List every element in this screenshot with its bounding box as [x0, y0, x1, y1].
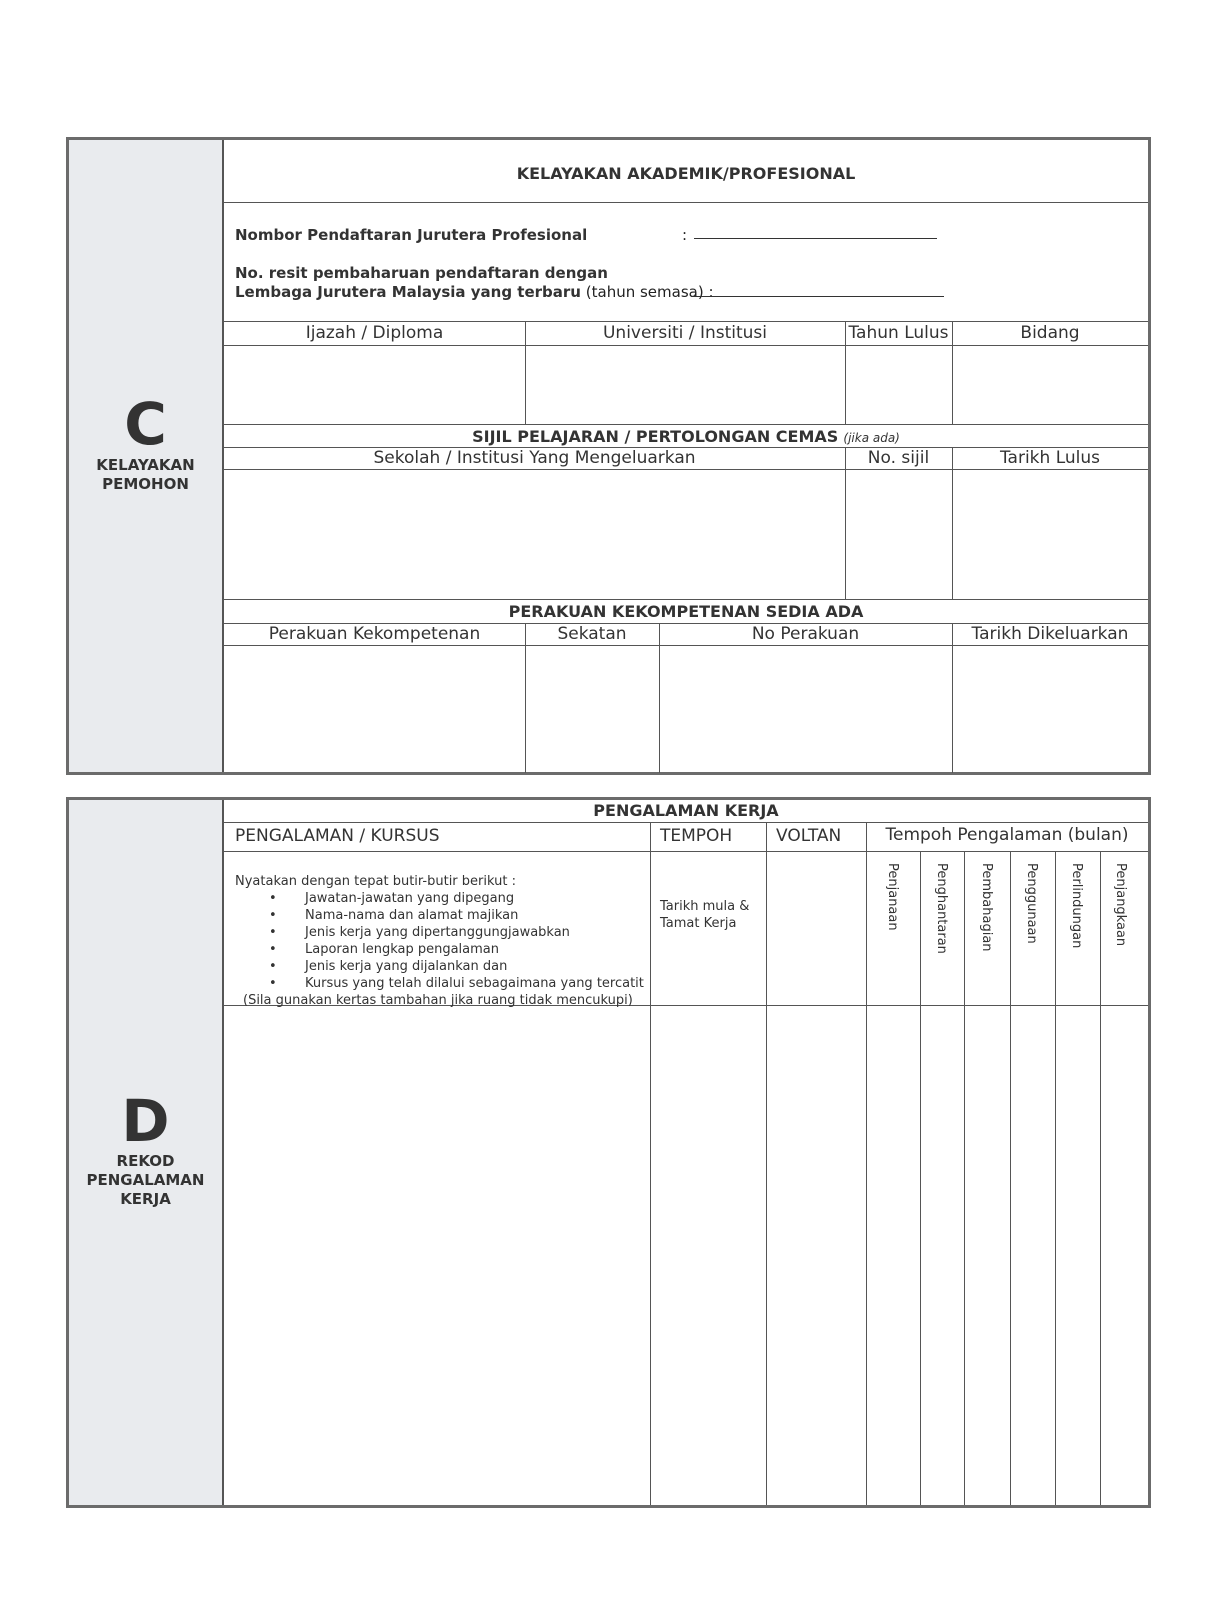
section-d-caption — [69, 1152, 222, 1209]
section-d — [66, 797, 1151, 1508]
period-note — [660, 898, 749, 932]
section-d-letter: D — [121, 1087, 170, 1155]
list-item: • Laporan lengkap pengalaman — [305, 941, 645, 958]
reg-no-input[interactable] — [694, 224, 937, 239]
list-item: • Jawatan-jawatan yang dipegang — [305, 890, 645, 907]
month-column-label: Penghantaran — [934, 863, 949, 954]
receipt-label-line1: No. resit pembaharuan pendaftaran dengan — [235, 264, 608, 282]
list-item: • Nama-nama dan alamat majikan — [305, 907, 645, 924]
divider — [224, 345, 1148, 346]
receipt-label-normal: (tahun semasa) : — [585, 283, 714, 301]
section-d-title: PENGALAMAN KERJA — [593, 801, 779, 820]
divider — [224, 645, 1148, 646]
divider — [224, 321, 1148, 322]
col-divider — [964, 851, 965, 1505]
section-c-caption-line: KELAYAKAN — [96, 456, 195, 474]
list-item: • Kursus yang telah dilalui sebagaimana yang tercatit — [305, 975, 645, 992]
competency-header: No Perakuan — [751, 624, 860, 644]
section-c-content — [224, 140, 1148, 772]
section-c-caption-line: PEMOHON — [102, 475, 189, 493]
certificate-title — [224, 427, 1148, 446]
section-d-caption-line: KERJA — [120, 1190, 171, 1208]
competency-title: PERAKUAN KEKOMPETENAN SEDIA ADA — [508, 602, 864, 621]
receipt-label-line2 — [235, 283, 714, 301]
divider — [224, 599, 1148, 600]
instructions-list — [235, 890, 645, 992]
col-divider — [866, 822, 867, 1505]
section-c-letter: C — [124, 390, 167, 458]
academic-header: Bidang — [1020, 323, 1080, 343]
period-header: TEMPOH — [660, 826, 733, 846]
instructions-intro: Nyatakan dengan tepat butir-butir berikut : — [235, 874, 516, 889]
col-divider — [659, 623, 660, 773]
academic-header: Tahun Lulus — [848, 323, 949, 343]
col-divider — [952, 623, 953, 773]
divider — [224, 469, 1148, 470]
period-note-line: Tamat Kerja — [660, 916, 737, 931]
col-divider — [1100, 851, 1101, 1505]
certificate-header: No. sijil — [867, 448, 930, 468]
certificate-title-text: SIJIL PELAJARAN / PERTOLONGAN CEMAS — [472, 427, 839, 446]
col-divider — [525, 623, 526, 773]
experience-months-header: Tempoh Pengalaman (bulan) — [885, 825, 1129, 845]
academic-header: Ijazah / Diploma — [305, 323, 444, 343]
experience-header: PENGALAMAN / KURSUS — [235, 826, 440, 846]
certificate-header: Tarikh Lulus — [999, 448, 1101, 468]
competency-header: Perakuan Kekompetenan — [268, 624, 481, 644]
receipt-label-bold: Lembaga Jurutera Malaysia yang terbaru — [235, 283, 581, 301]
section-c-caption — [69, 456, 222, 494]
divider — [224, 424, 1148, 425]
section-d-caption-line: PENGALAMAN — [86, 1171, 205, 1189]
month-column-label: Penjanaan — [885, 863, 900, 931]
col-divider — [920, 851, 921, 1505]
col-divider — [766, 822, 767, 1505]
col-divider — [1010, 851, 1011, 1505]
list-item: • Jenis kerja yang dipertanggungjawabkan — [305, 924, 645, 941]
reg-no-colon: : — [682, 226, 688, 244]
section-d-sidebar — [69, 800, 224, 1505]
month-column-label: Penjangkaan — [1113, 863, 1128, 947]
academic-header: Universiti / Institusi — [602, 323, 767, 343]
voltage-header: VOLTAN — [776, 826, 842, 846]
certificate-header: Sekolah / Institusi Yang Mengeluarkan — [373, 448, 696, 468]
col-divider — [845, 447, 846, 599]
month-column-label: Perlindungan — [1069, 863, 1084, 949]
section-c-sidebar — [69, 140, 224, 772]
divider — [224, 822, 1148, 823]
divider — [224, 202, 1148, 203]
period-note-line: Tarikh mula & — [660, 899, 750, 914]
list-item: • Jenis kerja yang dijalankan dan — [305, 958, 645, 975]
col-divider — [952, 447, 953, 599]
instructions-note: (Sila gunakan kertas tambahan jika ruang tidak mencukupi) — [243, 993, 633, 1008]
competency-header: Sekatan — [557, 624, 627, 644]
month-column-label: Penggunaan — [1024, 863, 1039, 944]
col-divider — [1055, 851, 1056, 1505]
reg-no-label: Nombor Pendaftaran Jurutera Profesional — [235, 226, 588, 244]
receipt-no-input[interactable] — [691, 282, 944, 297]
instructions-block — [235, 873, 645, 1009]
section-c — [66, 137, 1151, 775]
month-column-label: Pembahagian — [979, 863, 994, 952]
section-d-content — [224, 800, 1148, 1505]
col-divider — [650, 822, 651, 1505]
competency-header: Tarikh Dikeluarkan — [971, 624, 1129, 644]
certificate-title-note: (jika ada) — [843, 431, 900, 445]
section-c-title: KELAYAKAN AKADEMIK/PROFESIONAL — [516, 164, 856, 183]
section-d-caption-line: REKOD — [116, 1152, 175, 1170]
